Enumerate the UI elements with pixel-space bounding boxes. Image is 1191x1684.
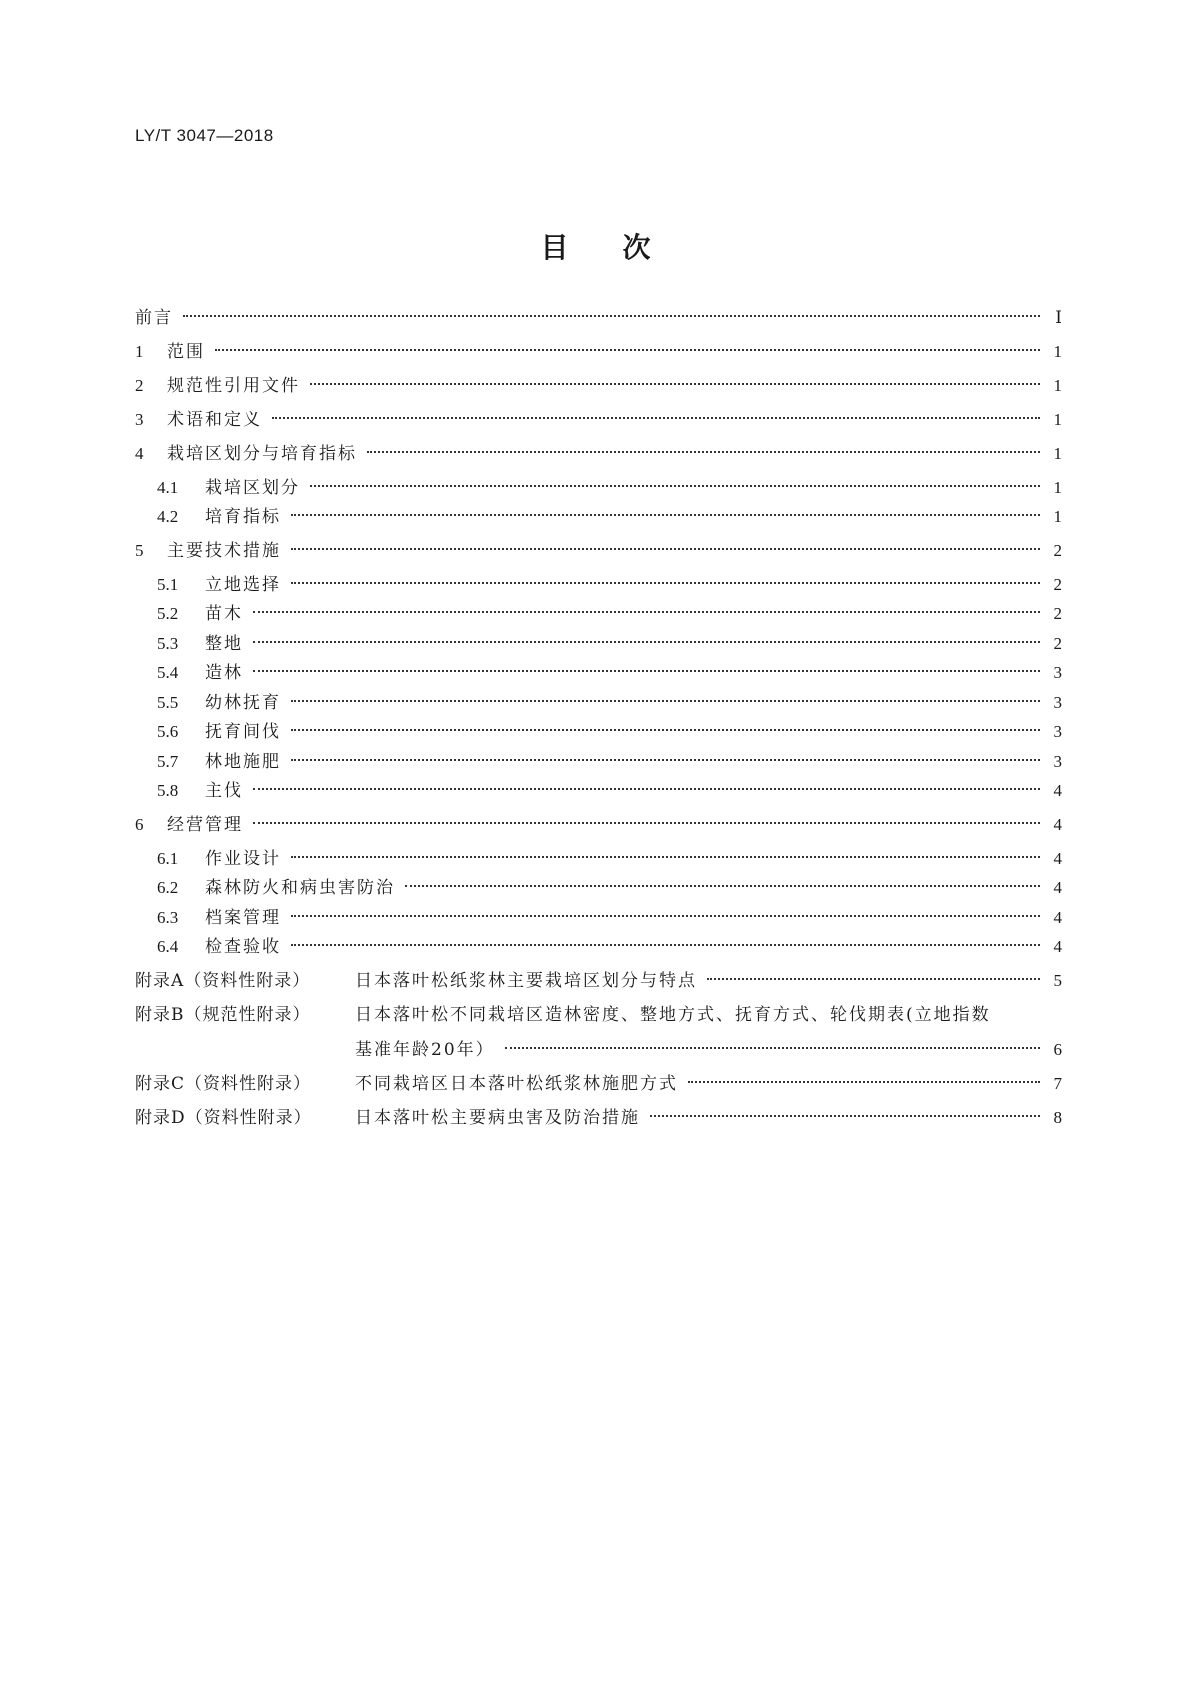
toc-entry-number: 5.8 xyxy=(157,781,179,800)
toc-page-number: 1 xyxy=(1053,410,1062,429)
dot-leader xyxy=(291,729,1040,731)
toc-entry-2[interactable] xyxy=(135,374,1062,398)
toc-entry-text: 术语和定义 xyxy=(167,410,262,430)
toc-entry-text: 范围 xyxy=(167,342,205,362)
page-title: 目次 xyxy=(540,231,705,264)
toc-page-number: 4 xyxy=(1053,937,1062,956)
dot-leader xyxy=(183,315,1040,317)
toc-page-number: 6 xyxy=(1053,1040,1062,1059)
dot-leader xyxy=(367,451,1040,453)
toc-entry-number: 6.1 xyxy=(157,849,179,868)
toc-page-number: 2 xyxy=(1053,541,1062,560)
toc-entry-number: 5.7 xyxy=(157,752,179,771)
toc-entry-number: 5.5 xyxy=(157,693,179,712)
toc-entry-number: 4.2 xyxy=(157,507,179,526)
toc-page-number: 1 xyxy=(1053,376,1062,395)
toc-page-number: 7 xyxy=(1053,1074,1062,1093)
toc-entry-text: 日本落叶松纸浆林主要栽培区划分与特点 xyxy=(355,971,697,991)
toc-entry-5-4[interactable] xyxy=(135,661,1062,685)
toc-entry-6-1[interactable] xyxy=(135,847,1062,871)
toc-entry-text: 作业设计 xyxy=(205,849,281,869)
dot-leader xyxy=(291,915,1040,917)
dot-leader xyxy=(688,1081,1040,1083)
toc-entry-4[interactable] xyxy=(135,442,1062,466)
dot-leader xyxy=(291,548,1040,550)
toc-entry-foreword[interactable] xyxy=(135,306,1062,330)
toc-page-number: 1 xyxy=(1053,444,1062,463)
toc-entry-text: 立地选择 xyxy=(205,575,281,595)
toc-page-number: 1 xyxy=(1053,342,1062,361)
standard-number: LY/T 3047—2018 xyxy=(135,126,274,145)
toc-entry-text: 主要技术措施 xyxy=(167,541,281,561)
toc-page-number: 3 xyxy=(1053,752,1062,771)
toc-entry-5-2[interactable] xyxy=(135,602,1062,626)
dot-leader xyxy=(215,349,1040,351)
toc-entry-6-4[interactable] xyxy=(135,935,1062,959)
toc-entry-6-3[interactable] xyxy=(135,906,1062,930)
toc-appendix-c[interactable] xyxy=(135,1072,1062,1096)
toc-page-number: Ⅰ xyxy=(1055,308,1062,327)
toc-entry-text: 前言 xyxy=(135,308,173,328)
dot-leader xyxy=(272,417,1040,419)
dot-leader xyxy=(253,788,1040,790)
toc-entry-5-8[interactable] xyxy=(135,779,1062,803)
toc-entry-number: 5.2 xyxy=(157,604,179,623)
toc-entry-6[interactable] xyxy=(135,813,1062,837)
dot-leader xyxy=(291,944,1040,946)
toc-entry-5-3[interactable] xyxy=(135,632,1062,656)
toc-entry-text: 林地施肥 xyxy=(205,752,281,772)
toc-page-number: 3 xyxy=(1053,722,1062,741)
toc-entry-number: 5 xyxy=(135,541,144,560)
dot-leader xyxy=(310,383,1040,385)
toc-page-number: 4 xyxy=(1053,781,1062,800)
dot-leader xyxy=(253,641,1040,643)
toc-entry-number: 6.4 xyxy=(157,937,179,956)
toc-entry-number: 5.4 xyxy=(157,663,179,682)
dot-leader xyxy=(291,759,1040,761)
toc-page-number: 4 xyxy=(1053,849,1062,868)
toc-entry-text: 不同栽培区日本落叶松纸浆林施肥方式 xyxy=(355,1074,678,1094)
toc-entry-5-1[interactable] xyxy=(135,573,1062,597)
toc-entry-text: 苗木 xyxy=(205,604,243,624)
toc-entry-text: 栽培区划分 xyxy=(205,478,300,498)
toc-entry-number: 4.1 xyxy=(157,478,179,497)
toc-page-number: 3 xyxy=(1053,663,1062,682)
toc-entry-text: 日本落叶松主要病虫害及防治措施 xyxy=(355,1108,640,1128)
toc-entry-text: 档案管理 xyxy=(205,908,281,928)
toc-entry-number: 4 xyxy=(135,444,144,463)
toc-entry-5-6[interactable] xyxy=(135,720,1062,744)
dot-leader xyxy=(505,1047,1040,1049)
toc-appendix-b-continued[interactable] xyxy=(135,1038,1062,1062)
dot-leader xyxy=(310,485,1040,487)
dot-leader xyxy=(291,582,1040,584)
toc-entry-3[interactable] xyxy=(135,408,1062,432)
toc-entry-text: 造林 xyxy=(205,663,243,683)
toc-entry-5-5[interactable] xyxy=(135,691,1062,715)
toc-entry-5[interactable] xyxy=(135,539,1062,563)
dot-leader xyxy=(253,611,1040,613)
appendix-prefix: 附录D（资料性附录） xyxy=(135,1108,312,1128)
toc-entry-text: 检查验收 xyxy=(205,937,281,957)
toc-appendix-b[interactable] xyxy=(135,1003,1062,1027)
toc-page-number: 4 xyxy=(1053,878,1062,897)
toc-entry-number: 6.3 xyxy=(157,908,179,927)
toc-page-number: 2 xyxy=(1053,634,1062,653)
toc-entry-text: 日本落叶松不同栽培区造林密度、整地方式、抚育方式、轮伐期表(立地指数 xyxy=(355,1005,991,1025)
dot-leader xyxy=(253,822,1040,824)
appendix-prefix: 附录B（规范性附录） xyxy=(135,1005,311,1025)
appendix-prefix: 附录C（资料性附录） xyxy=(135,1074,312,1094)
toc-entry-number: 3 xyxy=(135,410,144,429)
toc-entry-number: 6.2 xyxy=(157,878,179,897)
toc-entry-text: 抚育间伐 xyxy=(205,722,281,742)
toc-entry-text: 主伐 xyxy=(205,781,243,801)
toc-page-number: 1 xyxy=(1053,478,1062,497)
toc-appendix-a[interactable] xyxy=(135,969,1062,993)
toc-entry-text: 规范性引用文件 xyxy=(167,376,300,396)
toc-entry-text: 培育指标 xyxy=(205,507,281,527)
toc-page-number: 8 xyxy=(1053,1108,1062,1127)
dot-leader xyxy=(253,670,1040,672)
toc-entry-number: 1 xyxy=(135,342,144,361)
toc-entry-6-2[interactable] xyxy=(135,876,1062,900)
toc-entry-number: 5.6 xyxy=(157,722,179,741)
toc-page-number: 2 xyxy=(1053,575,1062,594)
toc-entry-text: 整地 xyxy=(205,634,243,654)
toc-entry-number: 2 xyxy=(135,376,144,395)
toc-entry-number: 5.1 xyxy=(157,575,179,594)
toc-entry-5-7[interactable] xyxy=(135,750,1062,774)
toc-entry-4-1[interactable] xyxy=(135,476,1062,500)
dot-leader xyxy=(405,885,1040,887)
toc-entry-text: 经营管理 xyxy=(167,815,243,835)
dot-leader xyxy=(291,856,1040,858)
toc-page-number: 2 xyxy=(1053,604,1062,623)
toc-entry-4-2[interactable] xyxy=(135,505,1062,529)
toc-page-number: 4 xyxy=(1053,815,1062,834)
dot-leader xyxy=(291,514,1040,516)
dot-leader xyxy=(707,978,1040,980)
toc-entry-number: 6 xyxy=(135,815,144,834)
toc-entry-text: 森林防火和病虫害防治 xyxy=(205,878,395,898)
toc-entry-number: 5.3 xyxy=(157,634,179,653)
toc-page-number: 3 xyxy=(1053,693,1062,712)
toc-entry-text: 基准年龄20年） xyxy=(355,1040,495,1060)
toc-entry-text: 幼林抚育 xyxy=(205,693,281,713)
toc-page-number: 1 xyxy=(1053,507,1062,526)
dot-leader xyxy=(291,700,1040,702)
appendix-prefix: 附录A（资料性附录） xyxy=(135,971,311,991)
toc-page-number: 5 xyxy=(1053,971,1062,990)
toc-appendix-d[interactable] xyxy=(135,1106,1062,1130)
dot-leader xyxy=(650,1115,1040,1117)
toc-entry-1[interactable] xyxy=(135,340,1062,364)
toc-entry-text: 栽培区划分与培育指标 xyxy=(167,444,357,464)
toc-page-number: 4 xyxy=(1053,908,1062,927)
